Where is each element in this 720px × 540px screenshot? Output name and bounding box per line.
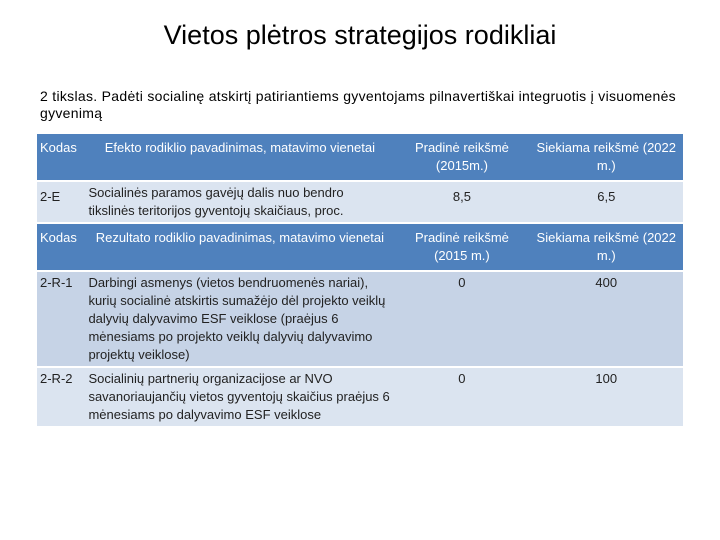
effect-name-cell: Socialinės paramos gavėjų dalis nuo bendro tikslinės teritorijos gyventojų skaičiaus, proc. [85,182,394,222]
result-code-cell: 2-R-2 [37,368,85,426]
result-name-header: Rezultato rodiklio pavadinimas, matavimo vienetai [85,224,394,270]
effect-baseline-cell: 8,5 [394,182,529,222]
result-name-cell: Darbingi asmenys (vietos bendruomenės nariai), kurių socialinė atskirtis sumažėjo dėl projekto veiklų dalyvių dalyvavimo ESF veiklose (praėjus 6 mėnesiams po projekto veiklų dalyvių dalyvavimo projektų veiklose) [85,272,394,366]
result-baseline-cell: 0 [394,272,529,366]
effect-name-header: Efekto rodiklio pavadinimas, matavimo vienetai [85,134,394,180]
indicators-table [37,132,683,428]
result-target-cell: 100 [530,368,683,426]
result-code-cell: 2-R-1 [37,272,85,366]
result-header-row [37,224,683,270]
result-name-cell: Socialinių partnerių organizacijose ar NVO savanoriaujančių vietos gyventojų skaičius praėjus 6 mėnesiams po dalyvavimo ESF veiklose [85,368,394,426]
result-target-header: Siekiama reikšmė (2022 m.) [530,224,683,270]
page-title: Vietos plėtros strategijos rodikliai [163,20,557,50]
effect-baseline-header: Pradinė reikšmė (2015m.) [394,134,529,180]
effect-target-header: Siekiama reikšmė (2022 m.) [530,134,683,180]
effect-code-header: Kodas [37,134,85,180]
table-row [37,182,683,222]
result-code-header: Kodas [37,224,85,270]
result-baseline-cell: 0 [394,368,529,426]
goal-subtitle: 2 tikslas. Padėti socialinę atskirtį patiriantiems gyventojams pilnavertiškai integruotis į visuomenės gyvenimą [40,88,676,121]
table-row [37,272,683,366]
effect-header-row [37,134,683,180]
effect-code-cell: 2-E [37,182,85,222]
result-baseline-header: Pradinė reikšmė (2015 m.) [394,224,529,270]
effect-target-cell: 6,5 [530,182,683,222]
table-row [37,368,683,426]
result-target-cell: 400 [530,272,683,366]
